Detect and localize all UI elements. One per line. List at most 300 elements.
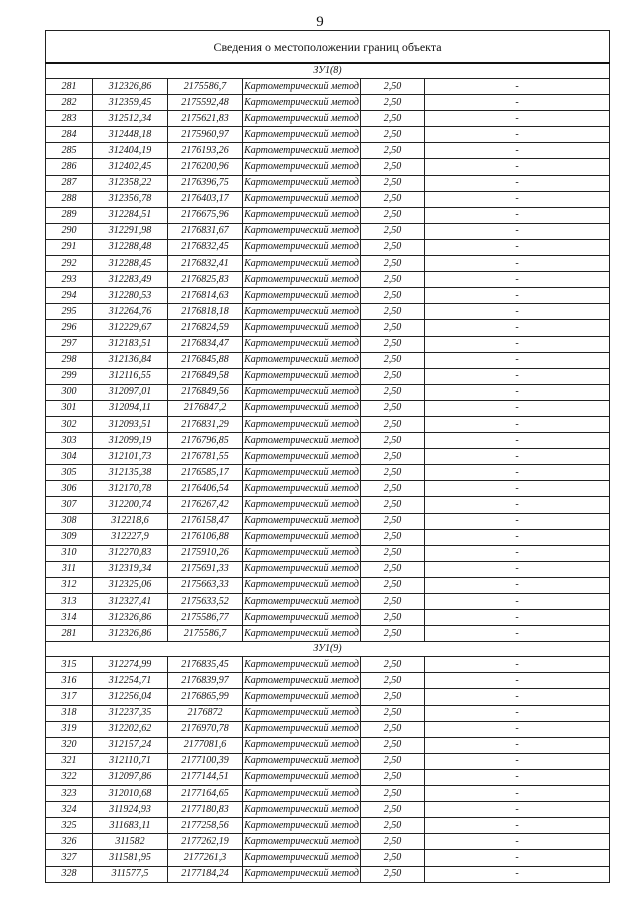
y-coordinate-cell: 2176832,45 bbox=[168, 239, 243, 255]
accuracy-cell: 2,50 bbox=[361, 657, 425, 673]
x-coordinate-cell: 312291,98 bbox=[93, 223, 168, 239]
point-number-cell: 300 bbox=[46, 384, 93, 400]
description-cell: - bbox=[425, 786, 610, 802]
point-number-cell: 296 bbox=[46, 320, 93, 336]
accuracy-cell: 2,50 bbox=[361, 127, 425, 143]
x-coordinate-cell: 312170,78 bbox=[93, 481, 168, 497]
method-cell: Картометрический метод bbox=[243, 705, 361, 721]
description-cell: - bbox=[425, 239, 610, 255]
point-number-cell: 322 bbox=[46, 769, 93, 785]
description-cell: - bbox=[425, 689, 610, 705]
table-row bbox=[46, 529, 610, 545]
accuracy-cell: 2,50 bbox=[361, 721, 425, 737]
x-coordinate-cell: 312202,62 bbox=[93, 721, 168, 737]
method-cell: Картометрический метод bbox=[243, 594, 361, 610]
description-cell: - bbox=[425, 175, 610, 191]
section-name: ЗУ1(9) bbox=[46, 642, 610, 657]
table-row bbox=[46, 673, 610, 689]
description-cell: - bbox=[425, 352, 610, 368]
point-number-cell: 297 bbox=[46, 336, 93, 352]
point-number-cell: 308 bbox=[46, 513, 93, 529]
point-number-cell: 314 bbox=[46, 610, 93, 626]
table-row bbox=[46, 400, 610, 416]
point-number-cell: 311 bbox=[46, 561, 93, 577]
y-coordinate-cell: 2176796,85 bbox=[168, 433, 243, 449]
x-coordinate-cell: 312097,01 bbox=[93, 384, 168, 400]
x-coordinate-cell: 312270,83 bbox=[93, 545, 168, 561]
method-cell: Картометрический метод bbox=[243, 802, 361, 818]
method-cell: Картометрический метод bbox=[243, 449, 361, 465]
table-row bbox=[46, 769, 610, 785]
point-number-cell: 306 bbox=[46, 481, 93, 497]
accuracy-cell: 2,50 bbox=[361, 577, 425, 593]
x-coordinate-cell: 312288,48 bbox=[93, 239, 168, 255]
x-coordinate-cell: 312183,51 bbox=[93, 336, 168, 352]
method-cell: Картометрический метод bbox=[243, 272, 361, 288]
y-coordinate-cell: 2175633,52 bbox=[168, 594, 243, 610]
point-number-cell: 324 bbox=[46, 802, 93, 818]
title-row bbox=[46, 31, 610, 64]
y-coordinate-cell: 2176865,99 bbox=[168, 689, 243, 705]
description-cell: - bbox=[425, 737, 610, 753]
table-row bbox=[46, 834, 610, 850]
accuracy-cell: 2,50 bbox=[361, 191, 425, 207]
method-cell: Картометрический метод bbox=[243, 513, 361, 529]
x-coordinate-cell: 312010,68 bbox=[93, 786, 168, 802]
method-cell: Картометрический метод bbox=[243, 481, 361, 497]
accuracy-cell: 2,50 bbox=[361, 368, 425, 384]
y-coordinate-cell: 2176831,67 bbox=[168, 223, 243, 239]
description-cell: - bbox=[425, 594, 610, 610]
x-coordinate-cell: 312319,34 bbox=[93, 561, 168, 577]
description-cell: - bbox=[425, 95, 610, 111]
description-cell: - bbox=[425, 561, 610, 577]
table-row bbox=[46, 626, 610, 642]
point-number-cell: 320 bbox=[46, 737, 93, 753]
y-coordinate-cell: 2177261,3 bbox=[168, 850, 243, 866]
y-coordinate-cell: 2175586,7 bbox=[168, 626, 243, 642]
method-cell: Картометрический метод bbox=[243, 175, 361, 191]
description-cell: - bbox=[425, 529, 610, 545]
x-coordinate-cell: 311683,11 bbox=[93, 818, 168, 834]
y-coordinate-cell: 2175960,97 bbox=[168, 127, 243, 143]
x-coordinate-cell: 312284,51 bbox=[93, 207, 168, 223]
accuracy-cell: 2,50 bbox=[361, 561, 425, 577]
x-coordinate-cell: 312097,86 bbox=[93, 769, 168, 785]
table-row bbox=[46, 320, 610, 336]
description-cell: - bbox=[425, 272, 610, 288]
method-cell: Картометрический метод bbox=[243, 304, 361, 320]
point-number-cell: 285 bbox=[46, 143, 93, 159]
description-cell: - bbox=[425, 513, 610, 529]
accuracy-cell: 2,50 bbox=[361, 336, 425, 352]
table-row bbox=[46, 304, 610, 320]
accuracy-cell: 2,50 bbox=[361, 481, 425, 497]
table-row bbox=[46, 689, 610, 705]
description-cell: - bbox=[425, 223, 610, 239]
description-cell: - bbox=[425, 626, 610, 642]
method-cell: Картометрический метод bbox=[243, 111, 361, 127]
y-coordinate-cell: 2176847,2 bbox=[168, 400, 243, 416]
x-coordinate-cell: 312116,55 bbox=[93, 368, 168, 384]
y-coordinate-cell: 2176106,88 bbox=[168, 529, 243, 545]
y-coordinate-cell: 2176839,97 bbox=[168, 673, 243, 689]
y-coordinate-cell: 2175663,33 bbox=[168, 577, 243, 593]
x-coordinate-cell: 311577,5 bbox=[93, 866, 168, 882]
y-coordinate-cell: 2177100,39 bbox=[168, 753, 243, 769]
point-number-cell: 315 bbox=[46, 657, 93, 673]
method-cell: Картометрический метод bbox=[243, 159, 361, 175]
method-cell: Картометрический метод bbox=[243, 320, 361, 336]
accuracy-cell: 2,50 bbox=[361, 272, 425, 288]
accuracy-cell: 2,50 bbox=[361, 753, 425, 769]
accuracy-cell: 2,50 bbox=[361, 433, 425, 449]
y-coordinate-cell: 2176396,75 bbox=[168, 175, 243, 191]
accuracy-cell: 2,50 bbox=[361, 529, 425, 545]
description-cell: - bbox=[425, 834, 610, 850]
description-cell: - bbox=[425, 288, 610, 304]
method-cell: Картометрический метод bbox=[243, 416, 361, 432]
method-cell: Картометрический метод bbox=[243, 127, 361, 143]
accuracy-cell: 2,50 bbox=[361, 626, 425, 642]
x-coordinate-cell: 312200,74 bbox=[93, 497, 168, 513]
y-coordinate-cell: 2176267,42 bbox=[168, 497, 243, 513]
accuracy-cell: 2,50 bbox=[361, 673, 425, 689]
method-cell: Картометрический метод bbox=[243, 497, 361, 513]
description-cell: - bbox=[425, 416, 610, 432]
x-coordinate-cell: 312256,04 bbox=[93, 689, 168, 705]
point-number-cell: 313 bbox=[46, 594, 93, 610]
accuracy-cell: 2,50 bbox=[361, 818, 425, 834]
x-coordinate-cell: 312093,51 bbox=[93, 416, 168, 432]
x-coordinate-cell: 312326,86 bbox=[93, 79, 168, 95]
y-coordinate-cell: 2176831,29 bbox=[168, 416, 243, 432]
accuracy-cell: 2,50 bbox=[361, 465, 425, 481]
method-cell: Картометрический метод bbox=[243, 626, 361, 642]
description-cell: - bbox=[425, 433, 610, 449]
point-number-cell: 298 bbox=[46, 352, 93, 368]
point-number-cell: 287 bbox=[46, 175, 93, 191]
accuracy-cell: 2,50 bbox=[361, 384, 425, 400]
point-number-cell: 305 bbox=[46, 465, 93, 481]
point-number-cell: 293 bbox=[46, 272, 93, 288]
accuracy-cell: 2,50 bbox=[361, 207, 425, 223]
y-coordinate-cell: 2176403,17 bbox=[168, 191, 243, 207]
x-coordinate-cell: 312094,11 bbox=[93, 400, 168, 416]
method-cell: Картометрический метод bbox=[243, 818, 361, 834]
accuracy-cell: 2,50 bbox=[361, 416, 425, 432]
accuracy-cell: 2,50 bbox=[361, 689, 425, 705]
accuracy-cell: 2,50 bbox=[361, 737, 425, 753]
boundary-coordinates-table bbox=[45, 30, 610, 883]
y-coordinate-cell: 2176200,96 bbox=[168, 159, 243, 175]
accuracy-cell: 2,50 bbox=[361, 400, 425, 416]
description-cell: - bbox=[425, 336, 610, 352]
point-number-cell: 284 bbox=[46, 127, 93, 143]
description-cell: - bbox=[425, 850, 610, 866]
table-row bbox=[46, 207, 610, 223]
y-coordinate-cell: 2177262,19 bbox=[168, 834, 243, 850]
point-number-cell: 325 bbox=[46, 818, 93, 834]
point-number-cell: 301 bbox=[46, 400, 93, 416]
x-coordinate-cell: 312099,19 bbox=[93, 433, 168, 449]
table-row bbox=[46, 465, 610, 481]
y-coordinate-cell: 2176824,59 bbox=[168, 320, 243, 336]
description-cell: - bbox=[425, 673, 610, 689]
x-coordinate-cell: 312229,67 bbox=[93, 320, 168, 336]
point-number-cell: 289 bbox=[46, 207, 93, 223]
y-coordinate-cell: 2175691,33 bbox=[168, 561, 243, 577]
y-coordinate-cell: 2176158,47 bbox=[168, 513, 243, 529]
description-cell: - bbox=[425, 753, 610, 769]
description-cell: - bbox=[425, 320, 610, 336]
method-cell: Картометрический метод bbox=[243, 721, 361, 737]
table-row bbox=[46, 513, 610, 529]
table-row bbox=[46, 336, 610, 352]
description-cell: - bbox=[425, 818, 610, 834]
point-number-cell: 299 bbox=[46, 368, 93, 384]
point-number-cell: 303 bbox=[46, 433, 93, 449]
point-number-cell: 304 bbox=[46, 449, 93, 465]
y-coordinate-cell: 2176585,17 bbox=[168, 465, 243, 481]
description-cell: - bbox=[425, 304, 610, 320]
table-row bbox=[46, 416, 610, 432]
point-number-cell: 316 bbox=[46, 673, 93, 689]
description-cell: - bbox=[425, 400, 610, 416]
description-cell: - bbox=[425, 721, 610, 737]
point-number-cell: 327 bbox=[46, 850, 93, 866]
description-cell: - bbox=[425, 111, 610, 127]
table-row bbox=[46, 143, 610, 159]
y-coordinate-cell: 2175586,77 bbox=[168, 610, 243, 626]
method-cell: Картометрический метод bbox=[243, 769, 361, 785]
x-coordinate-cell: 312101,73 bbox=[93, 449, 168, 465]
y-coordinate-cell: 2176872 bbox=[168, 705, 243, 721]
y-coordinate-cell: 2176832,41 bbox=[168, 256, 243, 272]
accuracy-cell: 2,50 bbox=[361, 769, 425, 785]
point-number-cell: 291 bbox=[46, 239, 93, 255]
x-coordinate-cell: 312135,38 bbox=[93, 465, 168, 481]
table-row bbox=[46, 159, 610, 175]
table-row bbox=[46, 818, 610, 834]
accuracy-cell: 2,50 bbox=[361, 786, 425, 802]
y-coordinate-cell: 2177184,24 bbox=[168, 866, 243, 882]
x-coordinate-cell: 312110,71 bbox=[93, 753, 168, 769]
point-number-cell: 283 bbox=[46, 111, 93, 127]
accuracy-cell: 2,50 bbox=[361, 95, 425, 111]
point-number-cell: 318 bbox=[46, 705, 93, 721]
x-coordinate-cell: 312356,78 bbox=[93, 191, 168, 207]
point-number-cell: 323 bbox=[46, 786, 93, 802]
accuracy-cell: 2,50 bbox=[361, 850, 425, 866]
description-cell: - bbox=[425, 127, 610, 143]
method-cell: Картометрический метод bbox=[243, 529, 361, 545]
point-number-cell: 281 bbox=[46, 79, 93, 95]
y-coordinate-cell: 2176818,18 bbox=[168, 304, 243, 320]
x-coordinate-cell: 312402,45 bbox=[93, 159, 168, 175]
x-coordinate-cell: 312218,6 bbox=[93, 513, 168, 529]
x-coordinate-cell: 312274,99 bbox=[93, 657, 168, 673]
method-cell: Картометрический метод bbox=[243, 753, 361, 769]
y-coordinate-cell: 2176835,45 bbox=[168, 657, 243, 673]
table-row bbox=[46, 721, 610, 737]
table-row bbox=[46, 866, 610, 882]
table-row bbox=[46, 433, 610, 449]
table-row bbox=[46, 610, 610, 626]
y-coordinate-cell: 2176675,96 bbox=[168, 207, 243, 223]
description-cell: - bbox=[425, 497, 610, 513]
method-cell: Картометрический метод bbox=[243, 352, 361, 368]
method-cell: Картометрический метод bbox=[243, 207, 361, 223]
table-row bbox=[46, 545, 610, 561]
table-body bbox=[46, 31, 610, 883]
accuracy-cell: 2,50 bbox=[361, 802, 425, 818]
method-cell: Картометрический метод bbox=[243, 657, 361, 673]
y-coordinate-cell: 2175586,7 bbox=[168, 79, 243, 95]
y-coordinate-cell: 2177180,83 bbox=[168, 802, 243, 818]
method-cell: Картометрический метод bbox=[243, 223, 361, 239]
y-coordinate-cell: 2177144,51 bbox=[168, 769, 243, 785]
method-cell: Картометрический метод bbox=[243, 786, 361, 802]
table-row bbox=[46, 594, 610, 610]
accuracy-cell: 2,50 bbox=[361, 239, 425, 255]
y-coordinate-cell: 2176849,56 bbox=[168, 384, 243, 400]
y-coordinate-cell: 2176814,63 bbox=[168, 288, 243, 304]
accuracy-cell: 2,50 bbox=[361, 513, 425, 529]
x-coordinate-cell: 312283,49 bbox=[93, 272, 168, 288]
description-cell: - bbox=[425, 256, 610, 272]
description-cell: - bbox=[425, 610, 610, 626]
x-coordinate-cell: 311924,93 bbox=[93, 802, 168, 818]
method-cell: Картометрический метод bbox=[243, 561, 361, 577]
x-coordinate-cell: 312227,9 bbox=[93, 529, 168, 545]
method-cell: Картометрический метод bbox=[243, 256, 361, 272]
description-cell: - bbox=[425, 368, 610, 384]
table-title: Сведения о местоположении границ объекта bbox=[46, 31, 610, 64]
y-coordinate-cell: 2177258,56 bbox=[168, 818, 243, 834]
table-row bbox=[46, 256, 610, 272]
method-cell: Картометрический метод bbox=[243, 239, 361, 255]
x-coordinate-cell: 312512,34 bbox=[93, 111, 168, 127]
point-number-cell: 288 bbox=[46, 191, 93, 207]
x-coordinate-cell: 312359,45 bbox=[93, 95, 168, 111]
table-row bbox=[46, 95, 610, 111]
accuracy-cell: 2,50 bbox=[361, 545, 425, 561]
x-coordinate-cell: 312157,24 bbox=[93, 737, 168, 753]
description-cell: - bbox=[425, 384, 610, 400]
description-cell: - bbox=[425, 143, 610, 159]
accuracy-cell: 2,50 bbox=[361, 497, 425, 513]
table-row bbox=[46, 352, 610, 368]
table-row bbox=[46, 223, 610, 239]
y-coordinate-cell: 2175621,83 bbox=[168, 111, 243, 127]
point-number-cell: 292 bbox=[46, 256, 93, 272]
method-cell: Картометрический метод bbox=[243, 400, 361, 416]
x-coordinate-cell: 312136,84 bbox=[93, 352, 168, 368]
accuracy-cell: 2,50 bbox=[361, 256, 425, 272]
table-row bbox=[46, 850, 610, 866]
point-number-cell: 307 bbox=[46, 497, 93, 513]
table-row bbox=[46, 79, 610, 95]
x-coordinate-cell: 312358,22 bbox=[93, 175, 168, 191]
method-cell: Картометрический метод bbox=[243, 850, 361, 866]
table-row bbox=[46, 705, 610, 721]
x-coordinate-cell: 312404,19 bbox=[93, 143, 168, 159]
table-row bbox=[46, 239, 610, 255]
method-cell: Картометрический метод bbox=[243, 834, 361, 850]
description-cell: - bbox=[425, 207, 610, 223]
table-row bbox=[46, 561, 610, 577]
accuracy-cell: 2,50 bbox=[361, 175, 425, 191]
description-cell: - bbox=[425, 866, 610, 882]
method-cell: Картометрический метод bbox=[243, 433, 361, 449]
method-cell: Картометрический метод bbox=[243, 95, 361, 111]
x-coordinate-cell: 312326,86 bbox=[93, 610, 168, 626]
point-number-cell: 328 bbox=[46, 866, 93, 882]
accuracy-cell: 2,50 bbox=[361, 304, 425, 320]
accuracy-cell: 2,50 bbox=[361, 705, 425, 721]
boundary-table-sheet bbox=[45, 30, 609, 883]
table-row bbox=[46, 384, 610, 400]
method-cell: Картометрический метод bbox=[243, 737, 361, 753]
table-row bbox=[46, 481, 610, 497]
x-coordinate-cell: 312264,76 bbox=[93, 304, 168, 320]
description-cell: - bbox=[425, 545, 610, 561]
description-cell: - bbox=[425, 769, 610, 785]
section-header-row bbox=[46, 63, 610, 79]
table-row bbox=[46, 802, 610, 818]
y-coordinate-cell: 2176849,58 bbox=[168, 368, 243, 384]
y-coordinate-cell: 2176193,26 bbox=[168, 143, 243, 159]
point-number-cell: 295 bbox=[46, 304, 93, 320]
method-cell: Картометрический метод bbox=[243, 191, 361, 207]
accuracy-cell: 2,50 bbox=[361, 866, 425, 882]
y-coordinate-cell: 2176834,47 bbox=[168, 336, 243, 352]
method-cell: Картометрический метод bbox=[243, 545, 361, 561]
method-cell: Картометрический метод bbox=[243, 368, 361, 384]
description-cell: - bbox=[425, 705, 610, 721]
point-number-cell: 290 bbox=[46, 223, 93, 239]
method-cell: Картометрический метод bbox=[243, 288, 361, 304]
point-number-cell: 309 bbox=[46, 529, 93, 545]
x-coordinate-cell: 311582 bbox=[93, 834, 168, 850]
page-number: 9 bbox=[316, 14, 324, 30]
x-coordinate-cell: 312448,18 bbox=[93, 127, 168, 143]
accuracy-cell: 2,50 bbox=[361, 159, 425, 175]
x-coordinate-cell: 312280,53 bbox=[93, 288, 168, 304]
point-number-cell: 302 bbox=[46, 416, 93, 432]
point-number-cell: 294 bbox=[46, 288, 93, 304]
table-row bbox=[46, 497, 610, 513]
table-row bbox=[46, 288, 610, 304]
method-cell: Картометрический метод bbox=[243, 866, 361, 882]
method-cell: Картометрический метод bbox=[243, 577, 361, 593]
method-cell: Картометрический метод bbox=[243, 689, 361, 705]
point-number-cell: 286 bbox=[46, 159, 93, 175]
method-cell: Картометрический метод bbox=[243, 610, 361, 626]
accuracy-cell: 2,50 bbox=[361, 834, 425, 850]
method-cell: Картометрический метод bbox=[243, 336, 361, 352]
y-coordinate-cell: 2177164,65 bbox=[168, 786, 243, 802]
point-number-cell: 319 bbox=[46, 721, 93, 737]
point-number-cell: 317 bbox=[46, 689, 93, 705]
y-coordinate-cell: 2175592,48 bbox=[168, 95, 243, 111]
x-coordinate-cell: 311581,95 bbox=[93, 850, 168, 866]
table-row bbox=[46, 127, 610, 143]
y-coordinate-cell: 2177081,6 bbox=[168, 737, 243, 753]
table-row bbox=[46, 191, 610, 207]
point-number-cell: 326 bbox=[46, 834, 93, 850]
